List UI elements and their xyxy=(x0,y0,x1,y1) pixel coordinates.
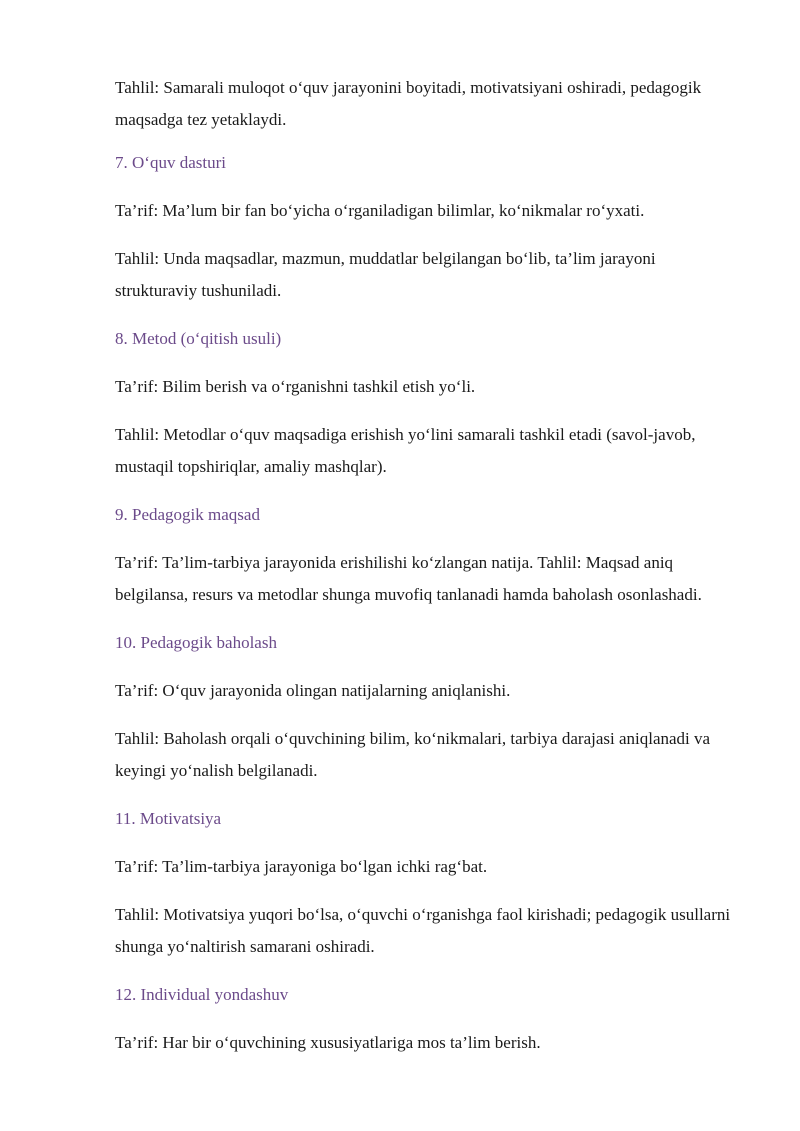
definition-paragraph: Ta’rif: O‘quv jarayonida olingan natijalarning aniqlanishi. xyxy=(115,681,511,700)
section-heading-11: 11. Motivatsiya xyxy=(115,809,222,828)
analysis-paragraph: Tahlil: Motivatsiya yuqori bo‘lsa, o‘quvchi o‘rganishga faol kirishadi; pedagogik usullarni shunga yo‘naltirish samarani oshiradi. xyxy=(115,905,731,956)
analysis-paragraph: Tahlil: Metodlar o‘quv maqsadiga erishish yo‘lini samarali tashkil etadi (savol-javob, mustaqil topshiriqlar, amaliy mashqlar). xyxy=(115,425,696,476)
definition-paragraph: Ta’rif: Har bir o‘quvchining xususiyatlariga mos ta’lim berish. xyxy=(115,1033,541,1052)
section-heading-8: 8. Metod (o‘qitish usuli) xyxy=(115,329,282,348)
analysis-paragraph: Tahlil: Unda maqsadlar, mazmun, muddatlar belgilangan bo‘lib, ta’lim jarayoni strukturaviy tushuniladi. xyxy=(115,249,656,300)
analysis-paragraph: Tahlil: Samarali muloqot o‘quv jarayonini boyitadi, motivatsiyani oshiradi, pedagogik maqsadga tez yetaklaydi. xyxy=(115,78,702,129)
definition-paragraph: Ta’rif: Ma’lum bir fan bo‘yicha o‘rganiladigan bilimlar, ko‘nikmalar ro‘yxati. xyxy=(115,201,645,220)
section-heading-9: 9. Pedagogik maqsad xyxy=(115,505,260,524)
section-heading-12: 12. Individual yondashuv xyxy=(115,985,289,1004)
definition-paragraph: Ta’rif: Ta’lim-tarbiya jarayonida erishilishi ko‘zlangan natija. Tahlil: Maqsad aniq belgilansa, resurs va metodlar shunga muvofiq tanlanadi hamda baholash osonlashadi. xyxy=(115,553,702,604)
definition-paragraph: Ta’rif: Bilim berish va o‘rganishni tashkil etish yo‘li. xyxy=(115,377,476,396)
section-heading-10: 10. Pedagogik baholash xyxy=(115,633,277,652)
analysis-paragraph: Tahlil: Baholash orqali o‘quvchining bilim, ko‘nikmalari, tarbiya darajasi aniqlanadi va keyingi yo‘nalish belgilanadi. xyxy=(115,729,711,780)
section-heading-7: 7. O‘quv dasturi xyxy=(115,153,226,172)
definition-paragraph: Ta’rif: Ta’lim-tarbiya jarayoniga bo‘lgan ichki rag‘bat. xyxy=(115,857,488,876)
